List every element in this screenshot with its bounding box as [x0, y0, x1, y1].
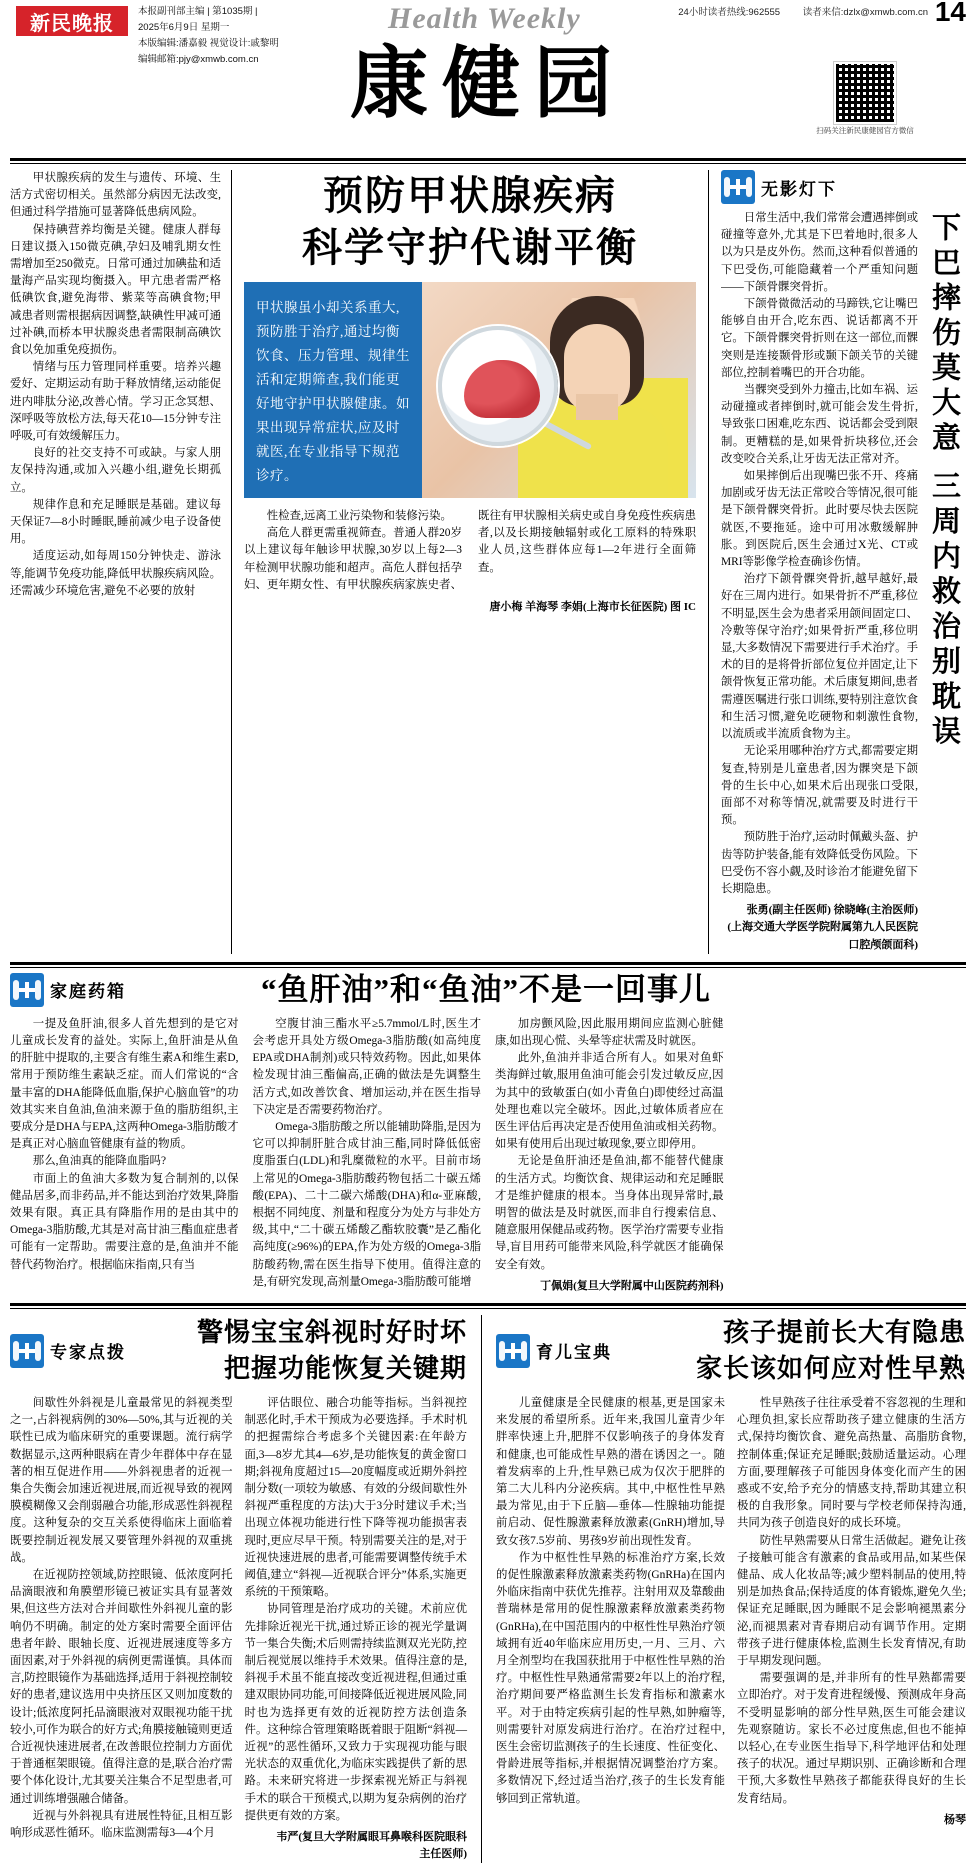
paragraph: 近视与外斜视具有进展性特征,且相互影响形成恶性循环。临床监测需每3—4个月	[10, 1809, 233, 1840]
lead-headline-line2: 科学守护代谢平衡	[302, 225, 638, 270]
paragraph: 性检查,远离工业污染物和装修污染。	[266, 510, 452, 522]
lead-article-left-column	[10, 170, 232, 954]
person-left-icon	[499, 1341, 505, 1361]
person-left-icon	[13, 1341, 19, 1361]
hotline-info	[678, 4, 928, 18]
paragraph: 协同管理是治疗成功的关键。术前应优先排除近视光干扰,通过矫正诊的视光学量调节一集合失衡;术后则需持续监测双光光防,控制后视觉展以维持手术效果。值得注意的是,斜视手术虽不能直接改变近视进程,但通过重建双眼协同功能,可间接降低近视进展风险,同时也为选择更有效的近视防控方法创造条件。这种综合管理策略既着眼于阻断“斜视—近视”的恶性循环,又致力于实现视功能与眼光状态的双重优化,为临床实践提供了新的思路。未来研究将进一步探索视光矫正与斜视手术的联合干预模式,以期为复杂病例的治疗提供更有效的方案。	[244, 1603, 467, 1822]
photo-neck	[576, 394, 618, 420]
paragraph: 高危人群更需重视筛查。普通人群20岁以上建议每年触诊甲状腺,30岁以上每2—3年检测甲状腺功能和超声。高危人群包括孕妇、更年期女性、有甲状腺疾病家族史者、既往有甲状腺相关病史或自身免疫性疾病患者,以及长期接触辐射或化工原料的特殊职业人员,这些群体应每1—2年进行全面筛查。	[244, 510, 696, 591]
precocious-section-header	[496, 1334, 612, 1368]
pub-line-3: 本版编辑:潘嘉毅 视觉设计:戚黎明	[138, 38, 279, 49]
precocious-headline-line1: 孩子提前长大有隐患	[722, 1317, 966, 1347]
paragraph: 评估眼位、融合功能等指标。当斜视控制恶化时,手术干预成为必要选择。手术时机的把握需综合考虑多个关键因素:在年龄方面,3—8岁尤其4—6岁,是功能恢复的黄金窗口期;斜视角度超过15—20度幅度或近期外斜控制分数(一项较为敏感、有效的分级间歇性外斜视严重程度的方法)大于3分时建议手术;当出现立体视功能进行性下降等视功能损害表现时,更应尽早干预。特别需要关注的是,对于近视快速进展的患者,可能需要调整传统手术阈值,建立“斜视—近视联合评分”体系,实施更系统的干预策略。	[244, 1396, 467, 1599]
paragraph: 日常生活中,我们常常会遭遇摔倒或碰撞等意外,尤其是下巴着地时,很多人以为只是皮外伤。然而,这种看似普通的下巴受伤,可能隐藏着一个严重知问题——下颌骨髁突骨折。	[721, 212, 918, 293]
strabismus-col-2	[245, 1395, 468, 1863]
page-title: 康健园	[349, 40, 626, 127]
person-right-icon	[35, 980, 41, 1000]
pub-line-4: 编辑邮箱:pjy@xmwb.com.cn	[138, 54, 259, 65]
precocious-header-row	[496, 1315, 966, 1387]
strabismus-article	[10, 1315, 482, 1863]
precocious-headline-line2: 家长该如何应对性早熟	[695, 1353, 966, 1383]
paragraph: 治疗下颌骨髁突骨折,越早越好,最好在三周内进行。如果骨折不严重,移位不明显,医生会为患者采用颌间固定口、冷敷等保守治疗;如果骨折严重,移位明显,大多数情况下需要进行手术治疗。手术的目的是将骨折部位复位并固定,让下颌骨恢复正常功能。术后康复期间,患者需遵医嘱进行张口训练,要特别注意饮食和生活习惯,避免吃硬物和刺激性食物,以流质或半流质食物为主。	[721, 573, 918, 741]
strabismus-headline-line2: 把握功能恢复关键期	[223, 1353, 467, 1383]
qr-code-icon	[834, 62, 896, 124]
thyroid-magnifier-icon	[438, 326, 558, 446]
paragraph: 无论是鱼肝油还是鱼油,都不能替代健康的生活方式。均衡饮食、规律运动和充足睡眠才是维护健康的根本。当身体出现异常时,最明智的做法是及时就医,而非自行搜索信息、随意服用保健品或药物。医学治疗需要专业指导,盲目用药可能带来风险,科学就医才能确保安全有效。	[495, 1155, 724, 1271]
fishoil-col-1	[10, 1016, 239, 1295]
fishoil-section-label: 家庭药箱	[50, 982, 126, 1002]
medical-cross-icon	[721, 170, 755, 204]
paragraph: 甲状腺疾病的发生与遗传、环境、生活方式密切相关。虽然部分病因无法改变,但通过科学措施可显著降低患病风险。	[10, 172, 221, 219]
medicine-box-icon	[10, 973, 44, 1007]
lead-left-body	[10, 170, 221, 600]
paragraph: 此外,鱼油并非适合所有人。如果对鱼虾类海鲜过敏,服用鱼油可能会引发过敏反应,因为其中的致敏蛋白(如小青鱼白)即使经过高温处理也难以完全破坏。因此,过敏体质者应在医生评估后再决定是否使用鱼油或相关药物。如果有使用后出现过敏现象,要立即停用。	[495, 1052, 724, 1151]
hotline-text: 24小时读者热线:962555	[678, 7, 781, 18]
fishoil-col-2	[253, 1016, 482, 1295]
lead-mid-body	[244, 508, 696, 594]
paragraph: 保持碘营养均衡是关键。健康人群每日建议摄入150微克碘,孕妇及哺乳期女性需增加至250微克。日常可通过加碘盐和适量海产品实现均衡摄入。甲亢患者需严格低碘饮食,避免海带、紫菜等高碘食物;甲减患者则需根据病因调整,缺碘性甲减可通过补碘,而桥本甲状腺炎患者需限制高碘饮食以免加重免疫损伤。	[10, 223, 221, 357]
fishoil-section-header	[10, 973, 126, 1007]
fishoil-columns	[10, 1016, 966, 1295]
paragraph: 情绪与压力管理同样重要。培养兴趣爱好、定期运动有助于释放情绪,运动能促进内啡肽分泌,改善心情。学习正念冥想、深呼吸等放松方法,每天花10—15分钟专注呼吸,可有效缓解压力。	[10, 361, 221, 443]
pub-line-2: 2025年6月9日 星期一	[138, 22, 230, 33]
paragraph: 一提及鱼肝油,很多人首先想到的是它对儿童成长发育的益处。实际上,鱼肝油是从鱼的肝脏中提取的,主要含有维生素A和维生素D,常用于预防维生素缺乏症。而人们常说的“含量丰富的DHA能降低血脂,保护心脑血管”的功效其实来自鱼油,鱼油来源于鱼的脂肪组织,主要成分是DHA与EPA,这两种Omega-3脂肪酸才是真正对心脑血管健康有益的物质。	[10, 1017, 239, 1151]
strabismus-header-row	[10, 1315, 467, 1387]
strabismus-section-label: 专家点拨	[50, 1343, 126, 1363]
paragraph: 那么,鱼油真的能降血脂吗?	[32, 1155, 166, 1168]
person-right-icon	[521, 1341, 527, 1361]
fishoil-article	[10, 968, 966, 1295]
precocious-columns	[496, 1395, 966, 1829]
paragraph: 预防胜于治疗,运动时佩戴头盔、护齿等防护装备,能有效降低受伤风险。下巴受伤不容小觑,及时诊治才能避免留下长期隐患。	[721, 831, 918, 895]
paragraph: Omega-3脂肪酸之所以能辅助降脂,是因为它可以抑制肝脏合成甘油三酯,同时降低低密度脂蛋白(LDL)和乳糜微粒的水平。目前市场上常见的Omega-3脂肪酸药物包括二十碳五烯酸(EPA)、二十二碳六烯酸(DHA)和α-亚麻酸,根据不同纯度、剂量和程度分为处方与非处方级,其中,“二十碳五烯酸乙酯软胶囊”是乙酯化高纯度(≥96%)的EPA,作为处方级的Omega-3脂肪酸药物,需在医生指导下使用。值得注意的是,有研究发现,高剂量Omega-3脂肪酸可能增	[252, 1120, 481, 1288]
paragraph: 间歇性外斜视是儿童最常见的斜视类型之一,占斜视病例的30%—50%,其与近视的关联性已成为临床研究的重要课题。流行病学数据显示,这两种眼病在青少年群体中存在显著的相互促进作用——外斜视患者的近视一集合失衡会加速近视进展,而近视导致的视网膜模糊像又会削弱融合功能,形成恶性斜视程度。这种复杂的交互关系使得临床上面临着既要控制近视发展又要管理外斜视的双重挑战。	[10, 1396, 233, 1564]
precocious-section-label: 育儿宝典	[536, 1343, 612, 1363]
spotlight-section-label: 无影灯下	[761, 179, 837, 199]
strabismus-col-1	[10, 1395, 233, 1863]
paragraph: 良好的社交支持不可或缺。与家人朋友保持沟通,或加入兴趣小组,避免长期孤立。	[10, 447, 221, 494]
english-section-title: Health Weekly	[388, 2, 581, 35]
paragraph: 下颌骨微微活动的马蹄铁,它让嘴巴能够自由开合,吃东西、说话都离不开它。下颌骨髁突骨折则在这一部位,而髁突则是连接颞骨形或颞下颌关节的关键部位,控制着嘴巴的开合功能。	[721, 298, 918, 379]
top-band	[10, 164, 966, 954]
paragraph: 性早熟孩子往往承受着不容忽视的生理和心理负担,家长应帮助孩子建立健康的生活方式,保持均衡饮食、避免高热量、高脂肪食物,控制体重;保证充足睡眠;鼓励适量运动。心理方面,要理解孩子可能因身体变化而产生的困惑或不安,给予充分的情感支持,帮助其建立积极的自我形象。同时要与学校老师保持沟通,共同为孩子创造良好的成长环境。	[737, 1396, 966, 1530]
person-left-icon	[13, 980, 19, 1000]
precocious-col-2	[737, 1395, 966, 1829]
lead-headline-line1: 预防甲状腺疾病	[323, 173, 617, 218]
paragraph: 儿童健康是全民健康的根基,更是国家未来发展的希望所系。近年来,我国儿童青少年胖率快速上升,肥胖不仅影响孩子的身体发育和健康,也可能成性早熟的潜在诱因之一。随着发病率的上升,性早熟已成为仅次于肥胖的第二大儿科内分泌疾病。其中,中枢性性早熟最为常见,由于下丘脑—垂体—性腺轴功能提前启动、促性腺激素释放激素(GnRH)增加,导致女孩7.5岁前、男孩9岁前出现性发育。	[496, 1396, 725, 1547]
paper-logo: 新民晚报	[16, 6, 128, 36]
expert-tips-icon	[10, 1334, 44, 1368]
paragraph: 无论采用哪种治疗方式,都需要定期复查,特别是儿童患者,因为髁突是下颌骨的生长中心,如果术后出现张口受限,面部不对称等情况,就需要及时进行干预。	[721, 745, 918, 827]
paragraph: 防性早熟需要从日常生活做起。避免让孩子接触可能含有激素的食品或用品,如某些保健品、成人化妆品等;减少塑料制品的使用,特别是加热食品;保持适度的体育锻炼,避免久坐;保证充足睡眠,因为睡眠不足会影响褪黑素分泌,而褪黑素对青春期启动有调节作用。定期带孩子进行健康体检,监测生长发育情况,有助于早期发现问题。	[737, 1534, 966, 1668]
strabismus-byline: 韦严(复旦大学附属眼耳鼻喉科医院眼科主任医师)	[276, 1831, 467, 1861]
paragraph: 规律作息和充足睡眠是基础。建议每天保证7—8小时睡眠,睡前减少电子设备使用。	[10, 498, 221, 546]
person-right-icon	[35, 1341, 41, 1361]
band-divider-2	[10, 1303, 966, 1306]
paragraph: 在近视防控领域,防控眼镜、低浓度阿托品滴眼液和角膜塑形镜已被证实具有显著效果,但这些方法对合并间歇性外斜视儿童的影响仍不明确。制定的处方案时需要全面评估患者年龄、眼轴长度、近视进展速度等多方面因素,对于外斜视的病例更需谨慎。具体而言,防控眼镜作为基础选择,适用于斜视控制较好的患者,建议选用中央挤压区又则加度数的设计;低浓度阿托品滴眼液对双眼视功能干扰较小,可作为联合的好方式;角膜接触镜则更适合近视快速进展者,在改善眼位控制力方面优于普通框架眼镜。值得注意的是,联合治疗需要个体化设计,尤其要关注集合不足型患者,可通过训练增强融合储备。	[10, 1569, 233, 1805]
precocious-col-1	[496, 1395, 725, 1829]
page-number: 14	[934, 0, 966, 27]
masthead	[10, 0, 966, 158]
pub-line-1: 本报副刊部主编 | 第1035期 |	[138, 6, 258, 17]
lead-photo	[422, 282, 696, 498]
fishoil-byline: 丁佩娟(复旦大学附属中山医院药剂科)	[540, 1279, 724, 1292]
spotlight-body	[721, 210, 918, 954]
masthead-divider	[10, 158, 966, 161]
paragraph: 需要强调的是,并非所有的性早熟都需要立即治疗。对于发育进程缓慢、预测成年身高不受明显影响的部分性早熟,医生可能会建议先观察随访。家长不必过度焦虑,但也不能掉以轻心,在专业医生指导下,科学地评估和处理孩子的状况。通过早期识别、正确诊断和合理干预,大多数性早熟孩子都能获得良好的生长发育结局。	[737, 1672, 966, 1805]
spotlight-article	[708, 170, 964, 954]
parenting-guide-icon	[496, 1334, 530, 1368]
spotlight-byline: 张勇(副主任医师) 徐晓峰(主治医师)(上海交通大学医学院附属第九人民医院口腔颅颌面科)	[727, 904, 918, 951]
strabismus-section-header	[10, 1334, 126, 1368]
lead-feature-image	[244, 282, 696, 498]
fishoil-col-4	[738, 1016, 967, 1295]
lead-image-caption: 甲状腺虽小却关系重大,预防胜于治疗,通过均衡饮食、压力管理、规律生活和定期筛查,我们能更好地守护甲状腺健康。如果出现异常症状,应及时就医,在专业指导下规范诊疗。	[244, 282, 422, 498]
fishoil-headline: “鱼肝油”和“鱼油”不是一回事儿	[261, 971, 711, 1007]
paragraph: 当髁突受到外力撞击,比如车祸、运动碰撞或者摔倒时,就可能会发生骨折,导致张口困难,吃东西、说话都会受到限制。更糟糕的是,如果骨折块移位,还会改变咬合关系,让牙齿无法正常对齐。	[721, 384, 918, 465]
paragraph: 适度运动,如每周150分钟快走、游泳等,能调节免疫功能,降低甲状腺疾病风险。还需减少环境危害,避免不必要的放射	[10, 550, 221, 597]
paragraph: 市面上的鱼油大多数为复合制剂的,以保健品居多,而非药品,并不能达到治疗效果,降脂效果有限。真正具有降脂作用的是由其中的Omega-3脂肪酸,尤其是对高甘油三酯血症患者可能有一定帮助。需要注意的是,鱼油并不能替代药物治疗。根据临床指南,只有当	[10, 1172, 239, 1271]
spotlight-section-header	[721, 170, 964, 204]
lead-article	[232, 170, 708, 954]
paragraph: 空腹甘油三酯水平≥5.7mmol/L时,医生才会考虑开具处方级Omega-3脂肪酸(如高纯度EPA或DHA制剂)或只特效药物。因此,如果体检发现甘油三酯偏高,正确的做法是先调整生活方式,如改善饮食、增加运动,并在医生指导下决定是否需要药物治疗。	[252, 1017, 481, 1116]
precocious-article	[482, 1315, 966, 1863]
lead-byline: 唐小梅 羊海琴 李娟(上海市长征医院) 图 IC	[489, 601, 696, 614]
precocious-byline: 杨琴	[944, 1813, 966, 1826]
person-right-icon	[746, 177, 752, 197]
fishoil-header-row	[10, 972, 966, 1008]
paragraph: 作为中枢性性早熟的标准治疗方案,长效的促性腺激素释放激素类药物(GnRHa)在国内外临床指南中获优先推荐。注射用双及靠酸曲普瑞林是常用的促性腺激素释放激素类药物(GnRHa),在中国范围内的中枢性性早熟治疗领域拥有近40年临床应用历史,一月、三月、六月全剂型均在我国获批用于中枢性性早熟的治疗。中枢性性早熟通常需要2年以上的治疗程,治疗期间要严格监测生长发育指标和激素水平。对于由特定疾病引起的性早熟,如肿瘤等,则需要针对原发病进行治疗。在治疗过程中,医生会密切监测孩子的生长速度、性征变化、骨龄进展等指标,并根据情况调整治疗方案。多数情况下,经过适当治疗,孩子的生长发育能够回到正常轨道。	[496, 1551, 725, 1805]
strabismus-columns	[10, 1395, 467, 1863]
person-left-icon	[724, 177, 730, 197]
paragraph: 加房颤风险,因此服用期间应监测心脏健康,如出现心慌、头晕等症状需及时就医。	[495, 1017, 724, 1047]
fishoil-col-3	[495, 1016, 724, 1295]
strabismus-headline-line1: 警惕宝宝斜视时好时坏	[196, 1317, 467, 1347]
qr-caption: 扫码关注新民康健园官方微信	[816, 126, 914, 135]
band-divider-1	[10, 962, 966, 965]
feedback-email: 读者来信:dzlx@xmwb.com.cn	[802, 7, 928, 18]
paragraph: 如果摔倒后出现嘴巴张不开、疼痛加剧或牙齿无法正常咬合等情况,很可能是下颌骨髁突骨折。此时要尽快去医院就医,不要拖延。途中可用冰敷缓解肿胀。到医院后,医生会通过X光、CT或MRI等影像学检查确诊伤情。	[721, 470, 918, 569]
spotlight-vertical-headline: 下巴摔伤莫大意 三周内救治别耽误	[928, 212, 960, 751]
bottom-band	[10, 1309, 966, 1863]
